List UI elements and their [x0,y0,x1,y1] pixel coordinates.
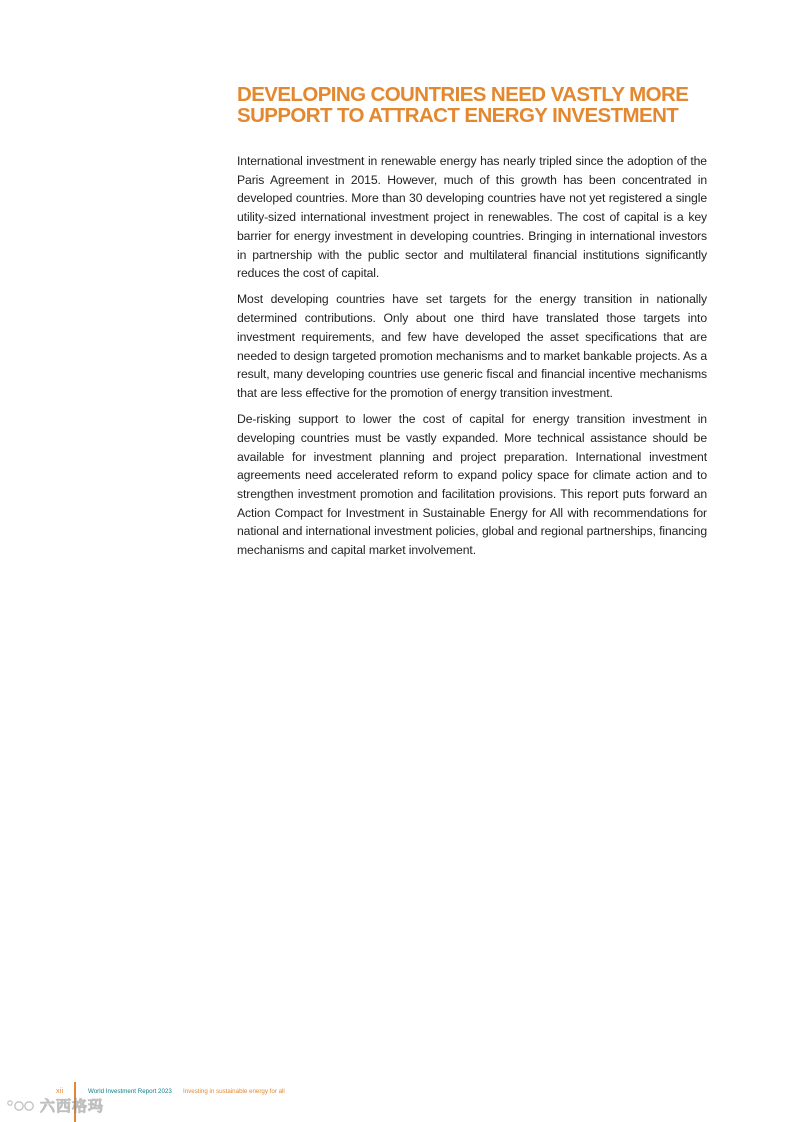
watermark-logo-icon [6,1098,34,1112]
paragraph-3: De-risking support to lower the cost of capital for energy transition investment in developing countries must be vastly expanded. More technical assistance should be available for investment planning and project preparation. International investment agreements need accelerated reform to expand policy space for climate action and to strengthen investment promotion and facilitation provisions. This report puts forward an Action Compact for Investment in Sustainable Energy for All with recommendations for national and international investment policies, global and regional partnerships, financing mechanisms and capital market involvement. [237,412,707,558]
paragraph-2: Most developing countries have set targets for the energy transition in nationally determined contributions. Only about one third have translated those targets into investment requirements, and few have developed the asset specifications that are needed to design targeted promotion mechanisms and to market bankable projects. As a result, many developing countries use generic fiscal and financial incentive mechanisms that are less effective for the promotion of energy transition investment. [237,292,707,400]
footer-report-title: World Investment Report 2023 [88,1088,172,1095]
watermark-text: 六西格玛 [40,1097,105,1115]
watermark [6,1096,104,1114]
footer-subtitle: Investing in sustainable energy for all [183,1088,285,1095]
page-heading: DEVELOPING COUNTRIES NEED VASTLY MORE SUPPORT TO ATTRACT ENERGY INVESTMENT [237,83,689,127]
body-text [237,152,707,567]
footer-page-number: xii [56,1088,64,1095]
page-footer [0,1080,793,1122]
paragraph-1: International investment in renewable energy has nearly tripled since the adoption of the Paris Agreement in 2015. However, much of this growth has been concentrated in developed countries. More than 30 developing countries have not yet registered a single utility-sized international investment project in renewables. The cost of capital is a key barrier for energy investment in developing countries. Bringing in international investors in partnership with the public sector and multilateral financial institutions significantly reduces the cost of capital. [237,154,707,281]
